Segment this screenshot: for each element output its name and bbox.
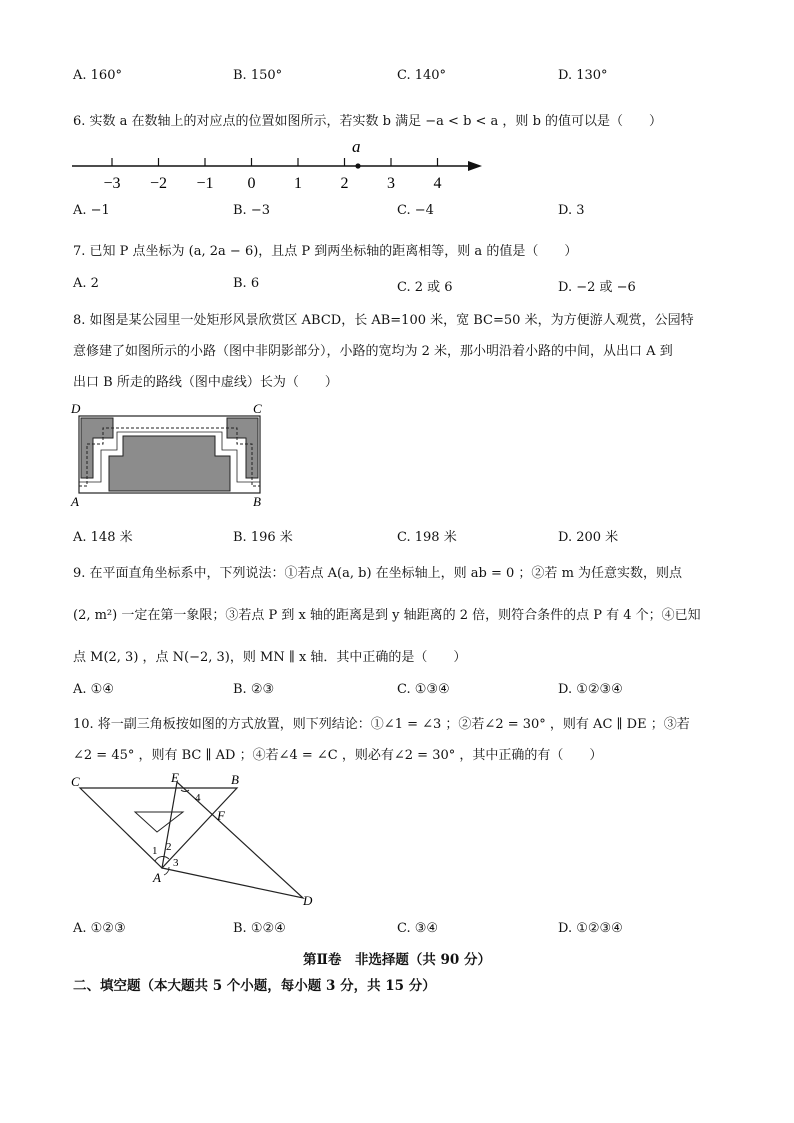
arc-1-2 xyxy=(155,857,169,861)
q8-stem-line-3: 出口 B 所走的路线（图中虚线）长为（ ） xyxy=(73,375,338,390)
label-e: E xyxy=(171,770,179,785)
q5-option-c: C. 140° xyxy=(397,68,447,83)
q6-option-a: A. −1 xyxy=(73,203,110,218)
q10-option-d: D. ①②③④ xyxy=(558,921,623,936)
label-2: 2 xyxy=(166,841,172,853)
tick-label: 1 xyxy=(294,175,302,192)
tick-label: 2 xyxy=(340,175,349,192)
label-c: C xyxy=(253,401,262,416)
q10-option-b: B. ①②④ xyxy=(233,921,286,936)
q8-option-b: B. 196 米 xyxy=(233,530,293,545)
q5-option-d: D. 130° xyxy=(558,68,608,83)
q7-option-b: B. 6 xyxy=(233,276,260,291)
label-b: B xyxy=(231,772,239,787)
q8-stem-line-1: 8. 如图是某公园里一处矩形风景欣赏区 ABCD，长 AB=100 米，宽 BC=50 米，为方便游人观赏，公园特 xyxy=(73,313,694,328)
tick-label: −2 xyxy=(149,175,168,192)
point-a xyxy=(355,163,360,168)
q7-stem: 7. 已知 P 点坐标为 (a, 2a − 6)，且点 P 到两坐标轴的距离相等，则 a 的值是（ ） xyxy=(73,244,578,259)
label-3: 3 xyxy=(173,857,179,869)
inner-hole xyxy=(135,812,183,832)
triangle-ade xyxy=(162,782,303,898)
triangle-abc xyxy=(80,788,237,868)
q10-option-c: C. ③④ xyxy=(397,921,439,936)
label-d: D xyxy=(303,893,313,908)
q9-stem-line-2: (2, m²) 一定在第一象限；③若点 P 到 x 轴的距离是到 y 轴距离的 2 倍，则符合条件的点 P 有 4 个；④已知 xyxy=(73,608,701,623)
q6-option-b: B. −3 xyxy=(233,203,270,218)
q6-stem: 6. 实数 a 在数轴上的对应点的位置如图所示，若实数 b 满足 −a < b < a ，则 b 的值可以是（ ） xyxy=(73,114,663,129)
tick-label: −1 xyxy=(196,175,214,192)
q8-stem-line-2: 意修建了如图所示的小路（图中非阴影部分），小路的宽均为 2 米，那小明沿着小路的中间，从出口 A 到 xyxy=(73,344,673,359)
label-a: A xyxy=(153,870,161,885)
q6-number-line xyxy=(60,133,500,195)
label-c: C xyxy=(71,774,80,789)
q8-option-a: A. 148 米 xyxy=(73,530,133,545)
q8-option-c: C. 198 米 xyxy=(397,530,457,545)
q7-option-d: D. −2 或 −6 xyxy=(558,280,636,295)
label-b: B xyxy=(253,494,261,509)
q10-stem-line-1: 10. 将一副三角板按如图的方式放置，则下列结论：①∠1 = ∠3 ；②若∠2 = 30° ，则有 AC ∥ DE ；③若 xyxy=(73,717,690,732)
q10-option-a: A. ①②③ xyxy=(73,921,126,936)
shade-center xyxy=(109,436,230,491)
label-1: 1 xyxy=(152,845,158,857)
tick-label: −3 xyxy=(103,175,121,192)
section-title: 第Ⅱ卷 非选择题（共 90 分） xyxy=(302,952,492,968)
q6-option-d: D. 3 xyxy=(558,203,585,218)
q9-option-d: D. ①②③④ xyxy=(558,682,623,697)
q10-stem-line-2: ∠2 = 45° ，则有 BC ∥ AD ；④若∠4 = ∠C ，则必有∠2 = 30° ，其中正确的有（ ） xyxy=(73,748,603,763)
q5-option-a: A. 160° xyxy=(73,68,122,83)
tick-label: 0 xyxy=(247,175,256,192)
q6-option-c: C. −4 xyxy=(397,203,434,218)
number-line-arrow xyxy=(468,161,482,171)
q9-option-a: A. ①④ xyxy=(73,682,114,697)
label-4: 4 xyxy=(195,792,201,804)
label-a: A xyxy=(71,494,79,509)
tick-label: 3 xyxy=(387,175,395,192)
q9-stem-line-3: 点 M(2, 3) ，点 N(−2, 3)，则 MN ∥ x 轴．其中正确的是（ ） xyxy=(73,650,467,665)
q5-option-b: B. 150° xyxy=(233,68,283,83)
q7-option-c: C. 2 或 6 xyxy=(397,280,453,295)
q10-triangles-figure xyxy=(65,768,325,910)
label-f: F xyxy=(217,808,225,823)
q9-stem-line-1: 9. 在平面直角坐标系中，下列说法：①若点 A(a, b) 在坐标轴上，则 ab = 0 ；②若 m 为任意实数，则点 xyxy=(73,566,683,581)
q7-option-a: A. 2 xyxy=(73,276,99,291)
label-d: D xyxy=(71,401,81,416)
tick-label: 4 xyxy=(433,175,442,192)
point-a-label: a xyxy=(352,137,361,156)
q9-option-c: C. ①③④ xyxy=(397,682,450,697)
q8-park-figure xyxy=(65,398,280,513)
section-heading: 二、填空题（本大题共 5 个小题，每小题 3 分，共 15 分） xyxy=(73,978,436,994)
q8-option-d: D. 200 米 xyxy=(558,530,619,545)
arc-4 xyxy=(181,790,189,792)
q9-option-b: B. ②③ xyxy=(233,682,275,697)
